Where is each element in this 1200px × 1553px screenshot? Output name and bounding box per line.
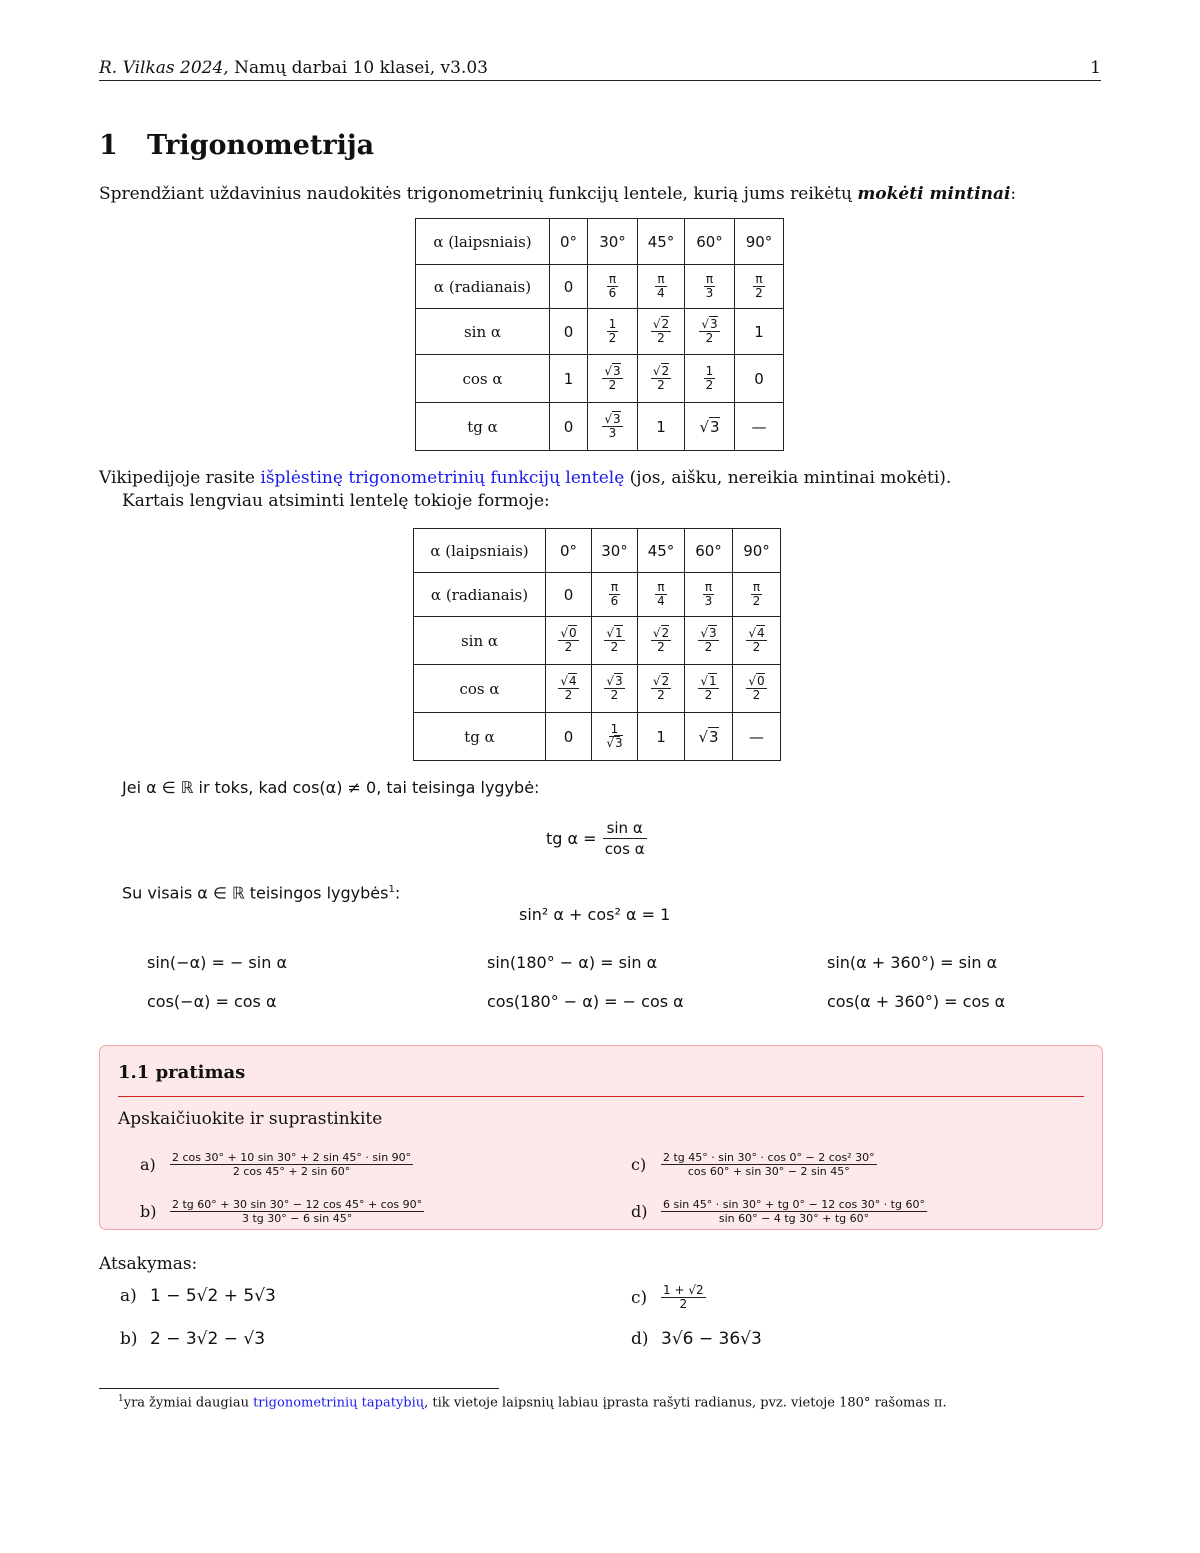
table-cell: 90° [735,219,784,265]
table-cell: 45° [638,219,685,265]
table-cell: $\frac{√2}{2}$ [638,617,685,665]
row-label: cos α [414,665,546,713]
table-cell: 60° [685,219,735,265]
page-number: 1 [1090,58,1101,78]
table-cell: — [735,403,784,451]
remember-paragraph: Kartais lengviau atsiminti lentelę tokioje formoje: [122,491,550,511]
table-cell: √3 [685,403,735,451]
row-label: α (radianais) [416,265,550,309]
identities-intro: Su visais α ∈ ℝ teisingos lygybės$^1$: [122,883,401,903]
table-cell: $\frac{\pi}{6}$ [592,573,638,617]
table-cell: 0 [735,355,784,403]
table-cell: 1 [735,309,784,355]
identity: sin(−α) = − sin α [147,953,287,972]
table-cell: 30° [588,219,638,265]
table-cell: 0 [550,309,588,355]
table-cell: 45° [638,529,685,573]
row-label: tg α [416,403,550,451]
identities-link[interactable]: trigonometrinių tapatybių [253,1395,425,1411]
row-label: cos α [416,355,550,403]
table-cell: $\frac{1}{2}$ [685,355,735,403]
table-cell: $\frac{√0}{2}$ [733,665,781,713]
row-label: tg α [414,713,546,761]
intro-paragraph: Sprendžiant uždavinius naudokitės trigonometrinių funkcijų lentele, kurią jums reikėtų mokėti mintinai: [99,184,1017,204]
table-cell: 0 [546,573,592,617]
table-cell: 0° [546,529,592,573]
table-cell: $\frac{\pi}{6}$ [588,265,638,309]
table-cell: $\frac{√4}{2}$ [546,665,592,713]
identity: cos(−α) = cos α [147,992,277,1011]
answer-a: a) 1 − 5√2 + 5√3 [120,1286,276,1306]
section-heading: 1 Trigonometrija [99,130,375,161]
table-cell: $\frac{\pi}{2}$ [735,265,784,309]
footnote: $^1$yra žymiai daugiau trigonometrinių tapatybių, tik vietoje laipsnių labiau įprasta rašyti radianus, pvz. vietoje 180° rašomas π. [118,1394,947,1411]
row-label: α (laipsniais) [416,219,550,265]
table-cell: 0 [550,265,588,309]
exercise-divider [118,1096,1084,1097]
table-cell: $\frac{√1}{2}$ [592,617,638,665]
table-cell: $\frac{\pi}{3}$ [685,265,735,309]
exercise-item-c: c) 2 tg 45° · sin 30° · cos 0° − 2 cos² 30° cos 60° + sin 30° − 2 sin 45° [631,1151,875,1178]
table-cell: 30° [592,529,638,573]
row-label: α (laipsniais) [414,529,546,573]
row-label: α (radianais) [414,573,546,617]
table-cell: 1 [550,355,588,403]
answer-b: b) 2 − 3√2 − √3 [120,1329,266,1349]
footnote-rule [99,1388,499,1389]
tg-definition: tg α = $\frac{\text{sin α}}{\text{cos α}}$ [546,818,647,859]
identity: sin(180° − α) = sin α [487,953,658,972]
wiki-table-link[interactable]: išplėstinę trigonometrinių funkcijų lentelę [260,468,625,488]
table-cell: $\frac{1}{2}$ [588,309,638,355]
answers-heading: Atsakymas: [99,1254,198,1274]
table-cell: $\frac{√4}{2}$ [733,617,781,665]
table-cell: 90° [733,529,781,573]
trig-table-1 [415,218,784,451]
wiki-paragraph: Vikipedijoje rasite išplėstinę trigonometrinių funkcijų lentelę (jos, aišku, nereikia mintinai mokėti). [99,468,952,488]
table-cell: — [733,713,781,761]
pythagorean-identity: sin² α + cos² α = 1 [519,905,671,924]
table-cell: 60° [685,529,733,573]
exercise-item-d: d) 6 sin 45° · sin 30° + tg 0° − 12 cos 30° · tg 60° sin 60° − 4 tg 30° + tg 60° [631,1198,925,1225]
trig-table-2 [413,528,781,761]
exercise-box [99,1045,1103,1230]
condition-text: Jei α ∈ ℝ ir toks, kad cos(α) ≠ 0, tai teisinga lygybė: [122,778,540,797]
table-cell: $\frac{√3}{2}$ [588,355,638,403]
table-cell: 0 [550,403,588,451]
exercise-item-a: a) 2 cos 30° + 10 sin 30° + 2 sin 45° · sin 90° 2 cos 45° + 2 sin 60° [140,1151,412,1178]
identity: cos(α + 360°) = cos α [827,992,1006,1011]
table-cell: $\frac{\pi}{4}$ [638,573,685,617]
answer-d: d) 3√6 − 36√3 [631,1329,762,1349]
row-label: sin α [414,617,546,665]
table-cell: $\frac{\pi}{3}$ [685,573,733,617]
table-cell: $\frac{√3}{2}$ [685,617,733,665]
header-title: R. Vilkas 2024, Namų darbai 10 klasei, v3.03 [99,58,488,78]
table-cell: 1 [638,403,685,451]
table-cell: 0 [546,713,592,761]
table-cell: $\frac{1}{√3}$ [592,713,638,761]
table-cell: $\frac{\pi}{2}$ [733,573,781,617]
answer-c: c) 1 + √2 2 [631,1283,704,1311]
exercise-intro: Apskaičiuokite ir suprastinkite [118,1109,383,1129]
table-cell: $\frac{√3}{3}$ [588,403,638,451]
exercise-item-b: b) 2 tg 60° + 30 sin 30° − 12 cos 45° + cos 90° 3 tg 30° − 6 sin 45° [140,1198,423,1225]
identity: sin(α + 360°) = sin α [827,953,998,972]
table-cell: $\frac{\pi}{4}$ [638,265,685,309]
table-cell: $\frac{√2}{2}$ [638,665,685,713]
identity: cos(180° − α) = − cos α [487,992,684,1011]
table-cell: $\frac{√1}{2}$ [685,665,733,713]
table-cell: $\frac{√0}{2}$ [546,617,592,665]
table-cell: 1 [638,713,685,761]
row-label: sin α [416,309,550,355]
exercise-title: 1.1 pratimas [118,1062,246,1083]
table-cell: $\frac{√2}{2}$ [638,309,685,355]
table-cell: √3 [685,713,733,761]
table-cell: $\frac{√3}{2}$ [592,665,638,713]
page-header [99,58,1101,81]
table-cell: $\frac{√2}{2}$ [638,355,685,403]
table-cell: 0° [550,219,588,265]
table-cell: $\frac{√3}{2}$ [685,309,735,355]
